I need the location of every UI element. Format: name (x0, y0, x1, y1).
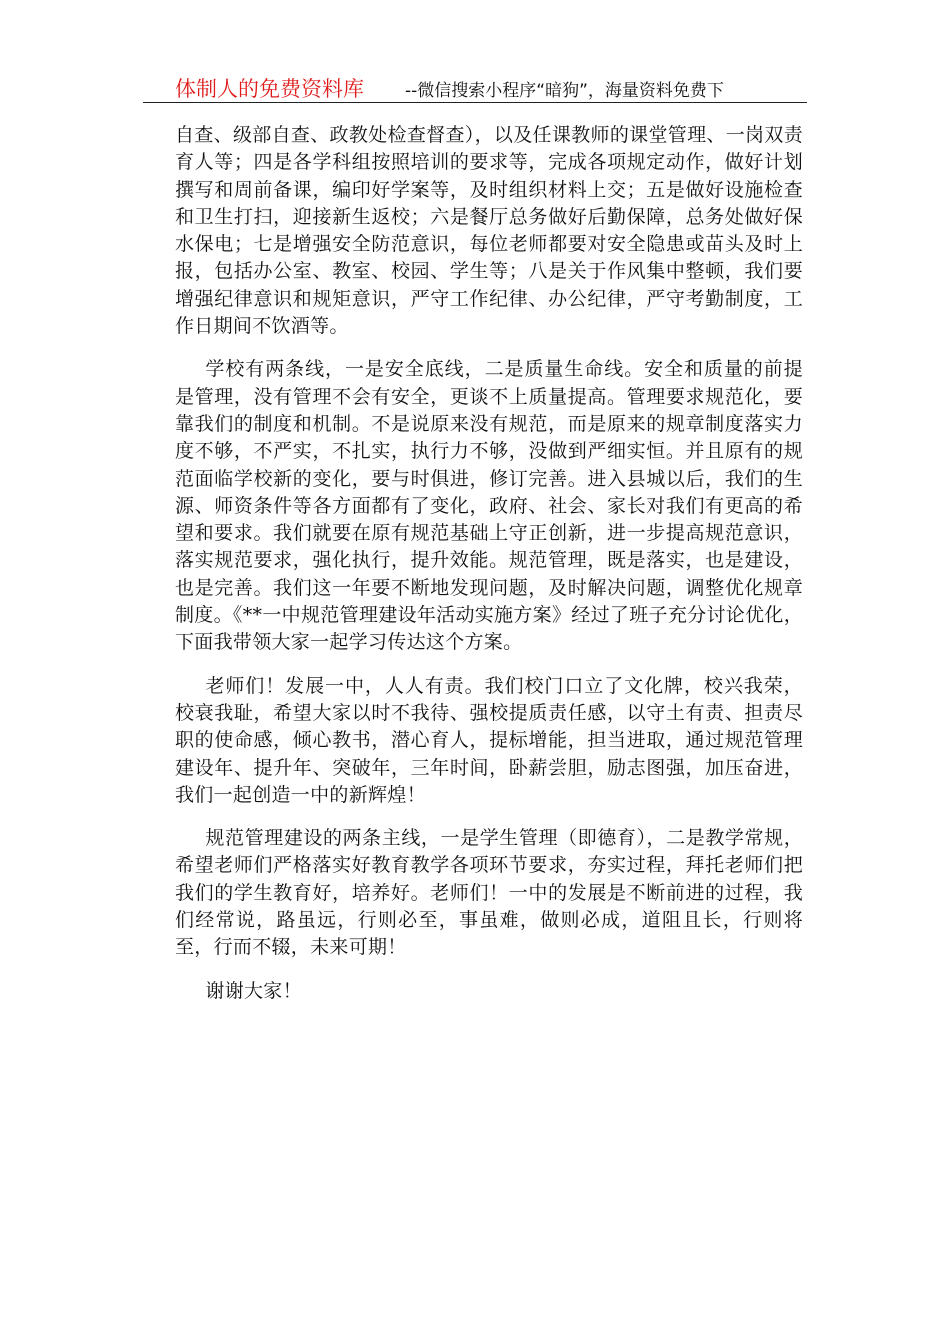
paragraph-two-lines: 学校有两条线，一是安全底线，二是质量生命线。安全和质量的前提是管理，没有管理不会有安全，更谈不上质量提高。管理要求规范化，要靠我们的制度和机制。不是说原来没有规范，而是原来的规章制度落实力度不够，不严实，不扎实，执行力不够，没做到严细实恒。并且原有的规范面临学校新的变化，要与时俱进，修订完善。进入县城以后，我们的生源、师资条件等各方面都有了变化，政府、社会、家长对我们有更高的希望和要求。我们就要在原有规范基础上守正创新，进一步提高规范意识，落实规范要求，强化执行，提升效能。规范管理，既是落实，也是建设，也是完善。我们这一年要不断地发现问题，及时解决问题，调整优化规章制度。《**一中规范管理建设年活动实施方案》经过了班子充分讨论优化，下面我带领大家一起学习传达这个方案。 (175, 358, 803, 654)
document-body (175, 122, 803, 1021)
paragraph-main-lines: 规范管理建设的两条主线，一是学生管理（即德育），二是教学常规，希望老师们严格落实好教育教学各项环节要求，夯实过程，拜托老师们把我们的学生教育好，培养好。老师们！一中的发展是不断前进的过程，我们经常说，路虽远，行则必至，事虽难，做则必成，道阻且长，行则将至，行而不辍，未来可期！ (175, 827, 803, 959)
paragraph-teachers-call: 老师们！发展一中，人人有责。我们校门口立了文化牌，校兴我荣，校衰我耻，希望大家以时不我待、强校提质责任感，以守土有责、担责尽职的使命感，倾心教书，潜心育人，提标增能，担当进取，通过规范管理建设年、提升年、突破年，三年时间，卧薪尝胆，励志图强，加压奋进，我们一起创造一中的新辉煌！ (175, 674, 803, 806)
paragraph-thanks: 谢谢大家！ (205, 979, 302, 1002)
header-tagline: --微信搜索小程序“暗狗”，海量资料免费下 (405, 81, 724, 101)
header-brand: 体制人的免费资料库 (175, 77, 364, 101)
page-header (143, 70, 807, 103)
paragraph-continued: 自查、级部自查、政教处检查督查），以及任课教师的课堂管理、一岗双责育人等；四是各学科组按照培训的要求等，完成各项规定动作，做好计划撰写和周前备课，编印好学案等，及时组织材料上交；五是做好设施检查和卫生打扫，迎接新生返校；六是餐厅总务做好后勤保障，总务处做好保水保电；七是增强安全防范意识，每位老师都要对安全隐患或苗头及时上报，包括办公室、教室、校园、学生等；八是关于作风集中整顿，我们要增强纪律意识和规矩意识，严守工作纪律、办公纪律，严守考勤制度，工作日期间不饮酒等。 (175, 124, 803, 338)
